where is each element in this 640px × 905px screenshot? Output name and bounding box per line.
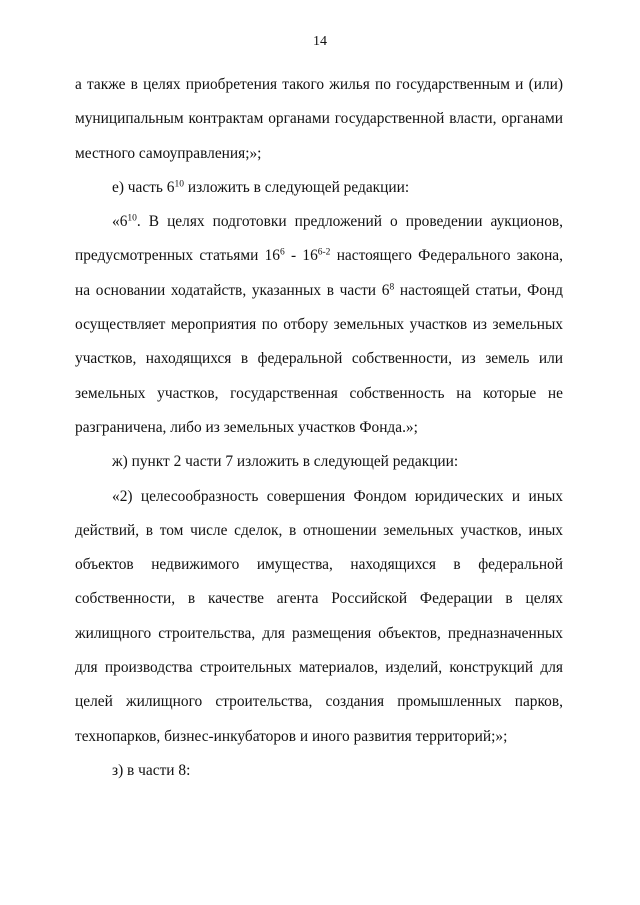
- paragraph-item-zh: ж) пункт 2 части 7 изложить в следующей редакции:: [112, 453, 459, 471]
- superscript: 6: [279, 247, 285, 258]
- paragraph-item-z: з) в части 8:: [112, 761, 191, 779]
- superscript: 10: [174, 179, 184, 190]
- superscript: 10: [127, 213, 137, 224]
- superscript: 6-2: [317, 247, 331, 258]
- text-fragment: «6: [112, 213, 128, 231]
- paragraph-item-e: [75, 171, 563, 205]
- text-fragment: настоящей статьи, Фонд осуществляет мероприятия по отбору земельных участков из земельных участков, находящихся в федеральной собственности, из земель или земельных участков, государственная собственность на которые не разграничена, либо из земельных участков Фонда.»;: [75, 281, 563, 436]
- text-fragment: е) часть 6: [112, 178, 175, 196]
- page-number: 14: [313, 34, 327, 49]
- document-body: [75, 68, 563, 788]
- paragraph-quoted-part-6-10: [75, 205, 563, 445]
- text-fragment: изложить в следующей редакции:: [184, 178, 410, 196]
- text-fragment: настоящего Федерального закона, на основании ходатайств, указанных в части 6: [75, 247, 563, 299]
- paragraph-continuation: а также в целях приобретения такого жилья по государственным и (или) муниципальным контрактам органами государственной власти, органами местного самоуправления;»;: [75, 76, 563, 162]
- text-fragment: . В целях подготовки предложений о проведении аукционов, предусмотренных статьями 16: [75, 213, 563, 265]
- paragraph-quoted-point-2: «2) целесообразность совершения Фондом юридических и иных действий, в том числе сделок, в отношении земельных участков, иных объектов недвижимого имущества, находящихся в федеральной собственности, в качестве агента Российской Федерации в целях жилищного строительства, для размещения объектов, предназначенных для производства строительных материалов, изделий, конструкций для целей жилищного строительства, создания промышленных парков, технопарков, бизнес-инкубаторов и иного развития территорий;»;: [75, 487, 563, 745]
- superscript: 8: [389, 282, 395, 293]
- text-fragment: - 16: [284, 247, 318, 265]
